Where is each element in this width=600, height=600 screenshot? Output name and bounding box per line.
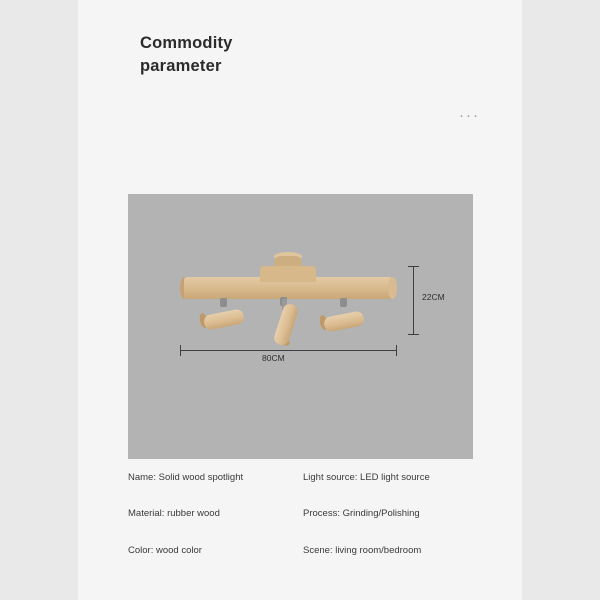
width-dimension-cap-right <box>396 345 397 356</box>
product-illustration <box>128 194 473 459</box>
spec-row <box>128 545 480 556</box>
width-dimension-label: 80CM <box>262 353 285 363</box>
width-dimension-line <box>180 350 396 351</box>
spec-row <box>128 472 480 483</box>
spot-joint-left <box>220 298 227 307</box>
spec-light-source: Light source: LED light source <box>303 472 430 483</box>
spot-head-right <box>323 310 365 332</box>
spot-joint-right <box>340 298 347 307</box>
spec-row <box>128 508 480 519</box>
product-image-panel <box>128 194 473 459</box>
more-options-icon[interactable]: ··· <box>459 107 480 124</box>
page-title <box>140 32 400 79</box>
spec-table <box>128 472 480 581</box>
spec-process: Process: Grinding/Polishing <box>303 508 420 520</box>
spot-head-middle <box>272 302 299 347</box>
height-dimension-cap-bottom <box>408 334 419 335</box>
ceiling-mount-plate <box>260 266 316 282</box>
product-detail-page <box>78 0 522 600</box>
height-dimension-label: 22CM <box>422 292 445 302</box>
height-dimension-line <box>413 266 414 334</box>
page-title-line-1: Commodity <box>140 34 233 52</box>
spec-material: Material: rubber wood <box>128 508 220 520</box>
bar-end-right <box>388 277 397 299</box>
spec-scene: Scene: living room/bedroom <box>303 544 422 556</box>
page-title-line-2: parameter <box>140 57 222 76</box>
spot-head-left <box>203 308 245 330</box>
spec-name: Name: Solid wood spotlight <box>128 472 244 483</box>
spec-color: Color: wood color <box>128 544 202 556</box>
